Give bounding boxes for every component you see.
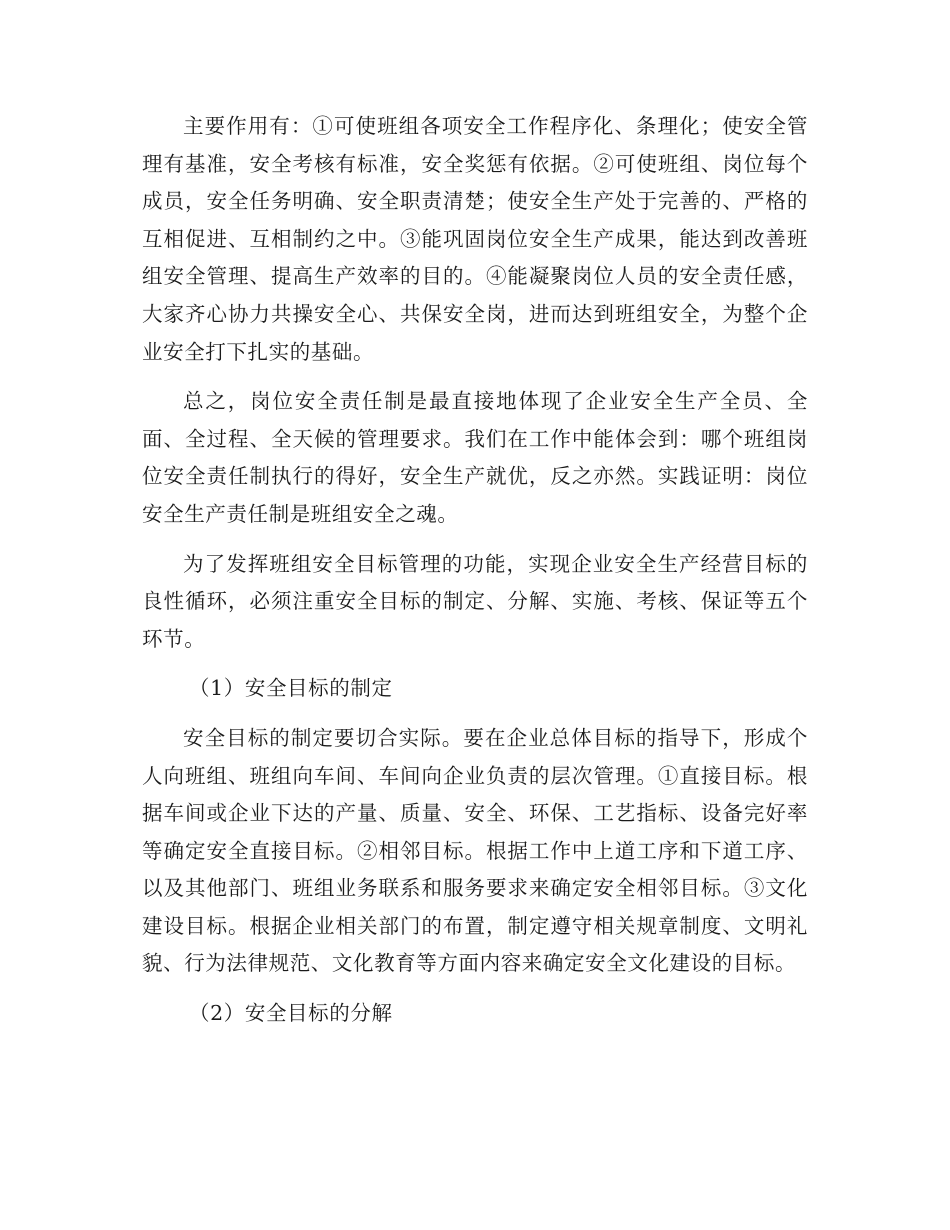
- paragraph-five-links: 为了发挥班组安全目标管理的功能，实现企业安全生产经营目标的良性循环，必须注重安全目标的制定、分解、实施、考核、保证等五个环节。: [142, 551, 808, 651]
- document-body: [142, 108, 808, 1045]
- section-heading-goal-decomposition: （2）安全目标的分解: [189, 1001, 393, 1026]
- paragraph-main-functions: 主要作用有：①可使班组各项安全工作程序化、条理化；使安全管理有基准，安全考核有标准，安全奖惩有依据。②可使班组、岗位每个成员，安全任务明确、安全职责清楚；使安全生产处于完善的、严格的互相促进、互相制约之中。③能巩固岗位安全生产成果，能达到改善班组安全管理、提高生产效率的目的。④能凝聚岗位人员的安全责任感，大家齐心协力共操安全心、共保安全岗，进而达到班组安全，为整个企业安全打下扎实的基础。: [142, 114, 808, 364]
- section-heading-goal-setting: （1）安全目标的制定: [189, 676, 393, 701]
- paragraph-summary: 总之，岗位安全责任制是最直接地体现了企业安全生产全员、全面、全过程、全天候的管理要求。我们在工作中能体会到：哪个班组岗位安全责任制执行的得好，安全生产就优，反之亦然。实践证明：岗位安全生产责任制是班组安全之魂。: [142, 389, 808, 526]
- paragraph-goal-setting: 安全目标的制定要切合实际。要在企业总体目标的指导下，形成个人向班组、班组向车间、车间向企业负责的层次管理。①直接目标。根据车间或企业下达的产量、质量、安全、环保、工艺指标、设备完好率等确定安全直接目标。②相邻目标。根据工作中上道工序和下道工序、以及其他部门、班组业务联系和服务要求来确定安全相邻目标。③文化建设目标。根据企业相关部门的布置，制定遵守相关规章制度、文明礼貌、行为法律规范、文化教育等方面内容来确定安全文化建设的目标。: [142, 725, 808, 976]
